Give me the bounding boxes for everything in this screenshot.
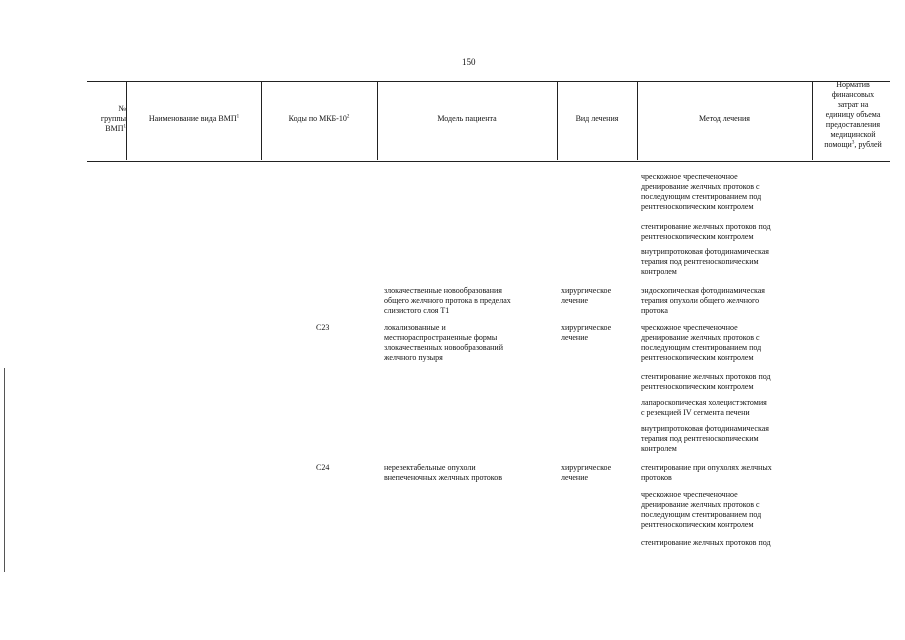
patient-model-item: нерезектабельные опухоли внепеченочных желчных протоков xyxy=(384,463,503,482)
scan-margin-line xyxy=(4,368,5,572)
treatment-method-item: чрескожное чреспеченочное дренирование желчных протоков с последующим стентированием под рентгеноскопическим контролем xyxy=(641,172,762,211)
treatment-method-item: стентирование желчных протоков под xyxy=(641,538,771,547)
patient-model-item: локализованные и местнораспространенные формы злокачественных новообразований желчного пузыря xyxy=(384,323,503,362)
header-treatment-method: Метод лечения xyxy=(699,114,750,123)
header-patient-model: Модель пациента xyxy=(437,114,497,123)
treatment-method-item: внутрипротоковая фотодинамическая терапия под рентгеноскопическим контролем xyxy=(641,424,769,453)
treatment-type-item: хирургическое лечение xyxy=(561,286,612,305)
treatment-method-item: эндоскопическая фотодинамическая терапия опухоли общего желчного протока xyxy=(641,286,765,315)
treatment-method-item: стентирование желчных протоков под рентгеноскопическим контролем xyxy=(641,372,771,391)
header-group-number: № группы ВМП$^1$ xyxy=(100,104,126,133)
patient-model-item: злокачественные новообразования общего желчного протока в пределах слизистого слоя T1 xyxy=(384,286,511,315)
header-cost-norm: Норматив финансовых затрат на единицу объема предоставления медицинской помощи$^3$, рублей xyxy=(824,80,882,149)
treatment-method-item: чрескожное чреспеченочное дренирование желчных протоков с последующим стентированием под рентгеноскопическим контролем xyxy=(641,323,762,362)
header-vmp-name: Наименование вида ВМП$^1$ xyxy=(148,114,240,123)
icd-code: C23 xyxy=(316,323,330,332)
column-divider xyxy=(126,81,127,160)
header-treatment-type: Вид лечения xyxy=(575,114,619,123)
header-icd-codes: Коды по МКБ-$10^2$ xyxy=(288,114,350,123)
treatment-type-item: хирургическое лечение xyxy=(561,323,612,342)
treatment-method-item: чрескожное чреспеченочное дренирование желчных протоков с последующим стентированием под рентгеноскопическим контролем xyxy=(641,490,762,529)
treatment-method-item: лапароскопическая холецистэктомия с резекцией IV сегмента печени xyxy=(641,398,767,417)
treatment-method-item: стентирование при опухолях желчных протоков xyxy=(641,463,772,482)
treatment-type-item: хирургическое лечение xyxy=(561,463,612,482)
icd-code: C24 xyxy=(316,463,330,472)
page-number: 150 xyxy=(462,57,476,67)
treatment-method-item: внутрипротоковая фотодинамическая терапия под рентгеноскопическим контролем xyxy=(641,247,769,276)
treatment-method-item: стентирование желчных протоков под рентгеноскопическим контролем xyxy=(641,222,771,241)
